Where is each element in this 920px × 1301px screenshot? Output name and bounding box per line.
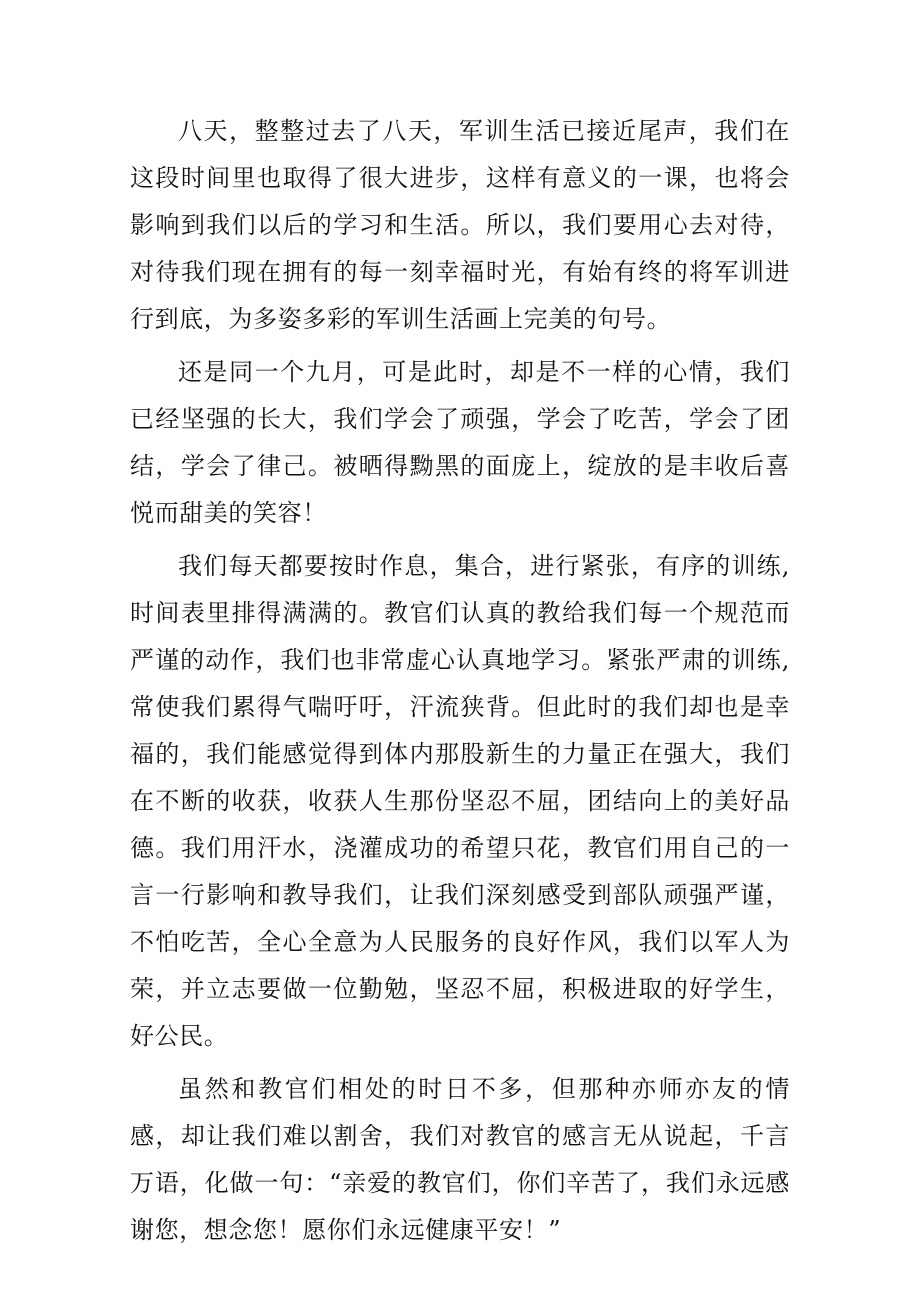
document-body — [130, 108, 790, 1260]
paragraph-2: 还是同一个九月，可是此时，却是不一样的心情，我们已经坚强的长大，我们学会了顽强，学会了吃苦，学会了团结，学会了律己。被晒得黝黑的面庞上，绽放的是丰收后喜悦而甜美的笑容！ — [130, 358, 790, 527]
paragraph-1: 八天，整整过去了八天，军训生活已接近尾声，我们在这段时间里也取得了很大进步，这样有意义的一课，也将会影响到我们以后的学习和生活。所以，我们要用心去对待，对待我们现在拥有的每一刻幸福时光，有始有终的将军训进行到底，为多姿多彩的军训生活画上完美的句号。 — [130, 117, 790, 333]
paragraph-4: 虽然和教官们相处的时日不多，但那种亦师亦友的情感，却让我们难以割舍，我们对教官的感言无从说起，千言万语，化做一句：“亲爱的教官们，你们辛苦了，我们永远感谢您，想念您！愿你们永远健康平安！” — [130, 1075, 790, 1244]
paragraph-3: 我们每天都要按时作息，集合，进行紧张，有序的训练,时间表里排得满满的。教官们认真的教给我们每一个规范而严谨的动作，我们也非常虚心认真地学习。紧张严肃的训练,常使我们累得气喘吁吁，汗流狭背。但此时的我们却也是幸福的，我们能感觉得到体内那股新生的力量正在强大，我们在不断的收获，收获人生那份坚忍不屈，团结向上的美好品德。我们用汗水，浇灌成功的希望只花，教官们用自己的一言一行影响和教导我们，让我们深刻感受到部队顽强严谨，不怕吃苦，全心全意为人民服务的良好作风，我们以军人为荣，并立志要做一位勤勉，坚忍不屈，积极进取的好学生，好公民。 — [130, 552, 790, 1050]
